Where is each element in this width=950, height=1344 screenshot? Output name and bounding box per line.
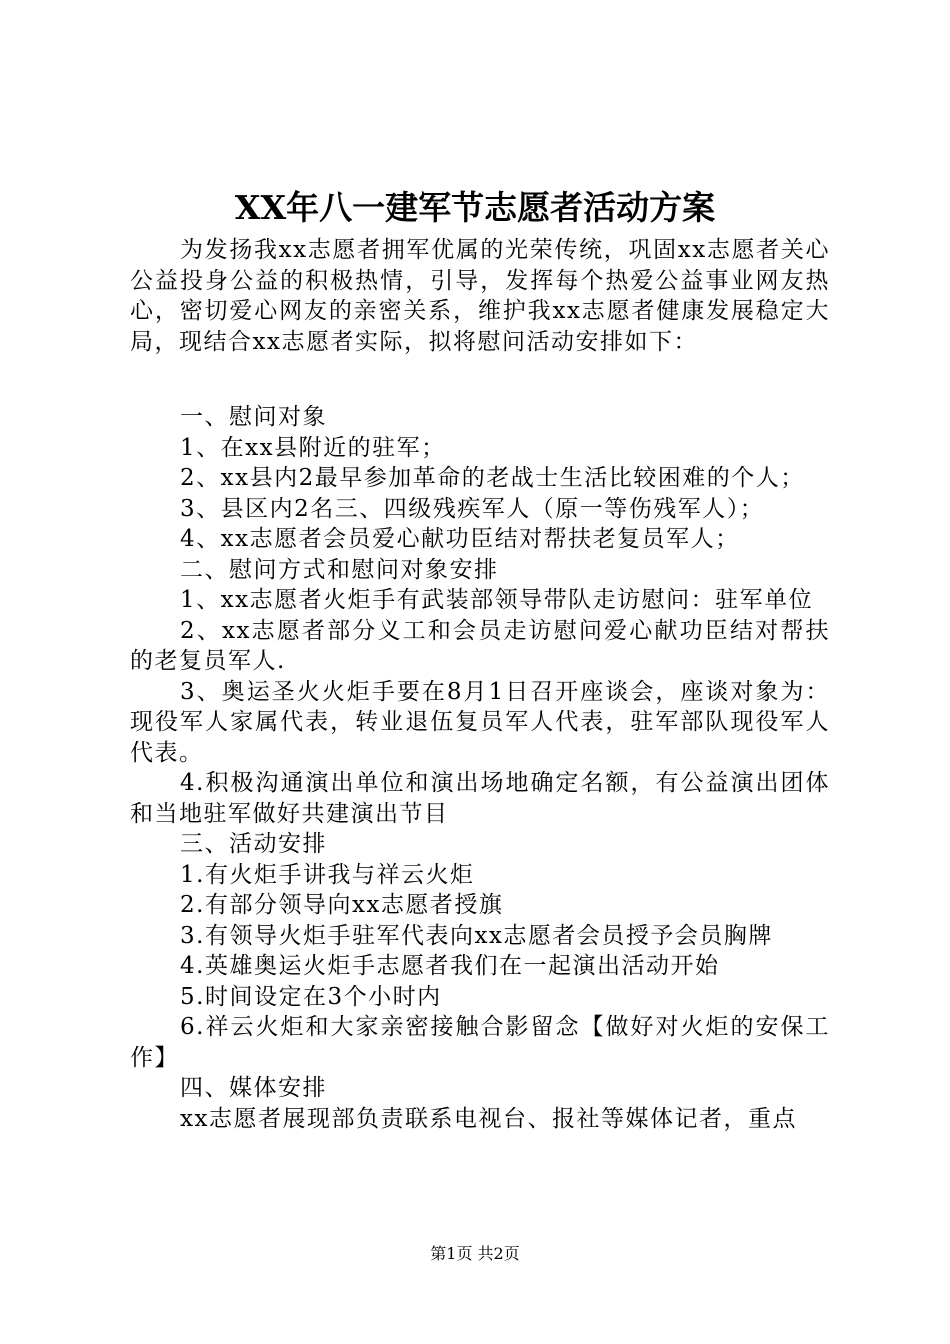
- document-title: XX年八一建军节志愿者活动方案: [234, 188, 716, 227]
- list-item: 2.有部分领导向xx志愿者授旗: [180, 892, 504, 918]
- list-item: 1.有火炬手讲我与祥云火炬: [180, 861, 475, 888]
- list-item: 6.祥云火炬和大家亲密接触合影留念【做好对火炬的安保工作】: [130, 1014, 830, 1071]
- blank-line: [130, 357, 830, 402]
- paragraph: xx志愿者展现部负责联系电视台、报社等媒体记者，重点: [180, 1105, 797, 1132]
- list-item: 2、xx县内2最早参加革命的老战士生活比较困难的个人；: [180, 465, 805, 491]
- list-item: 4、xx志愿者会员爱心献功臣结对帮扶老复员军人；: [180, 526, 740, 552]
- page-number-footer: 第1页 共2页: [430, 1244, 520, 1263]
- section-heading-4: 四、媒体安排: [180, 1075, 327, 1101]
- list-item: 5.时间设定在3个小时内: [180, 983, 442, 1010]
- document-body: [130, 235, 830, 1134]
- list-item: 3、奥运圣火火炬手要在8月1日召开座谈会，座谈对象为：现役军人家属代表，转业退伍复员军人代表，驻军部队现役军人代表。: [130, 678, 830, 766]
- intro-paragraph: 为发扬我xx志愿者拥军优属的光荣传统，巩固xx志愿者关心公益投身公益的积极热情，引导，发挥每个热爱公益事业网友热心，密切爱心网友的亲密关系，维护我xx志愿者健康发展稳定大局，现结合xx志愿者实际，拟将慰问活动安排如下：: [130, 237, 830, 355]
- list-item: 2、xx志愿者部分义工和会员走访慰问爱心献功臣结对帮扶的老复员军人.: [130, 617, 830, 674]
- section-heading-3: 三、活动安排: [180, 831, 327, 857]
- list-item: 1、xx志愿者火炬手有武装部领导带队走访慰问：驻军单位: [180, 587, 814, 613]
- list-item: 3、县区内2名三、四级残疾军人（原一等伤残军人）；: [180, 495, 765, 522]
- list-item: 1、在xx县附近的驻军；: [180, 434, 446, 461]
- section-heading-1: 一、慰问对象: [180, 404, 327, 430]
- section-heading-2: 二、慰问方式和慰问对象安排: [180, 556, 499, 583]
- list-item: 4.积极沟通演出单位和演出场地确定名额，有公益演出团体和当地驻军做好共建演出节目: [130, 770, 830, 827]
- list-item: 3.有领导火炬手驻军代表向xx志愿者会员授予会员胸牌: [180, 922, 773, 949]
- list-item: 4.英雄奥运火炬手志愿者我们在一起演出活动开始: [180, 953, 720, 979]
